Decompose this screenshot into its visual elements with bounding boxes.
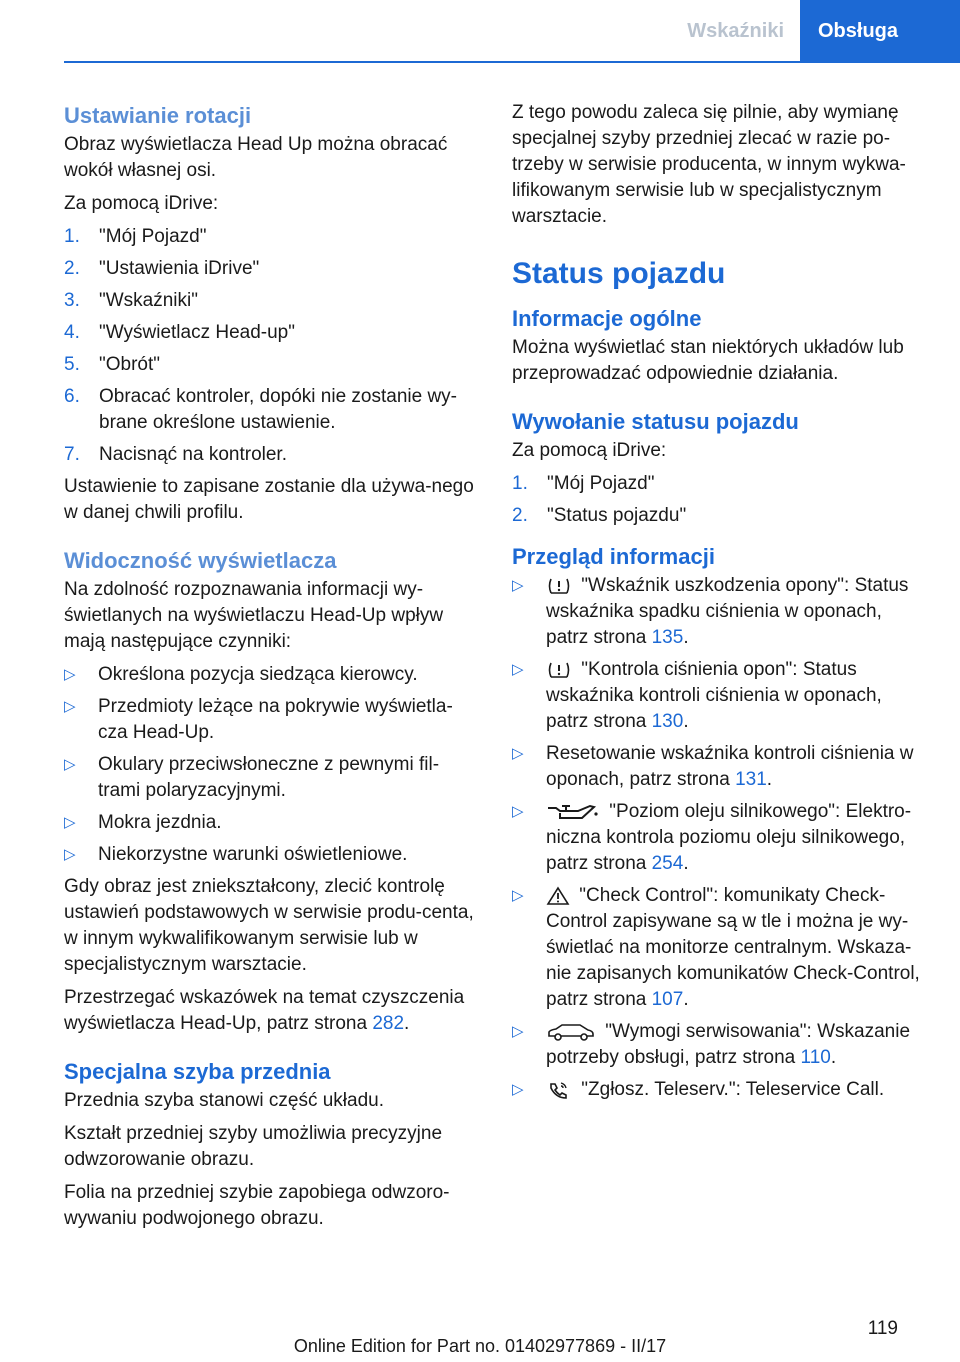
step-number: 3. (64, 290, 80, 311)
heading-windscreen: Specjalna szyba przednia (64, 1059, 331, 1084)
overview-end: . (683, 711, 689, 732)
overview-end: . (683, 989, 689, 1010)
overview-end: . (683, 627, 689, 648)
step-number: 7. (64, 444, 80, 465)
paragraph-distort: Gdy obraz jest zniekształcony, zlecić kontrolę ustawień podstawowych w serwisie produ-centa, w innym wykwalifikowanym serwisie lub w specjalistycznym warsztacie. (64, 876, 474, 975)
overview-end: . (830, 1047, 837, 1068)
edition-footer: Online Edition for Part no. 01402977869 - II/17 (293, 1336, 667, 1356)
paragraph-ws2: Kształt przedniej szyby umożliwia precyzyjne odwzorowanie obrazu. (64, 1123, 443, 1170)
list-item (512, 503, 928, 529)
tire-pressure-icon (546, 660, 572, 680)
bullet-triangle-icon: ▷ (512, 1023, 524, 1040)
paragraph-idrive-right: Za pomocą iDrive: (512, 440, 667, 461)
paragraph-visibility: Na zdolność rozpoznawania informacji wy-świetlanych na wyświetlaczu Head-Up wpływ mają następujące czynniki: (64, 579, 444, 652)
step-text: "Mój Pojazd" (99, 226, 207, 247)
overview-end: . (766, 769, 773, 790)
bullet-triangle-icon: ▷ (64, 846, 76, 863)
status-steps (512, 471, 928, 529)
teleservice-icon (546, 1080, 572, 1100)
list-item (64, 256, 480, 282)
bullet-triangle-icon: ▷ (512, 661, 524, 678)
list-item (64, 288, 480, 314)
step-number: 2. (512, 505, 528, 526)
page-link-254[interactable]: 254 (651, 853, 684, 874)
list-item (512, 799, 928, 877)
heading-call-status: Wywołanie statusu pojazdu (512, 409, 799, 434)
list-item (64, 352, 480, 378)
left-column (64, 100, 480, 1239)
bullet-triangle-icon: ▷ (64, 756, 76, 773)
step-text: "Wskaźniki" (99, 290, 198, 311)
overview-text: "Wymogi serwisowania": Wskazanie potrzeby obsługi, patrz strona (546, 1021, 911, 1068)
step-number: 1. (64, 226, 80, 247)
page-link-130[interactable]: 130 (651, 711, 684, 732)
overview-list (512, 573, 928, 1103)
step-text: "Status pojazdu" (547, 505, 687, 526)
step-number: 4. (64, 322, 80, 343)
list-item (512, 657, 928, 735)
service-car-icon (546, 1022, 596, 1042)
step-text: "Wyświetlacz Head-up" (99, 322, 295, 343)
list-item (512, 471, 928, 497)
list-item (64, 384, 480, 436)
list-item (64, 442, 480, 468)
page-header (671, 0, 960, 62)
bullet-triangle-icon: ▷ (64, 666, 76, 683)
step-text: "Ustawienia iDrive" (99, 258, 260, 279)
heading-status: Status pojazdu (512, 257, 726, 290)
factor-text: Niekorzystne warunki oświetleniowe. (98, 844, 408, 865)
paragraph-saved: Ustawienie to zapisane zostanie dla używa-nego w danej chwili profilu. (64, 476, 474, 523)
paragraph-continued: Z tego powodu zaleca się pilnie, aby wymianę specjalnej szyby przedniej zlecać w razie po-trzeby w serwisie producenta, w innym wykwa-lifikowanym serwisie lub w specjalistycznym warsztacie. (512, 102, 906, 227)
bullet-triangle-icon: ▷ (64, 814, 76, 831)
step-text: Obracać kontroler, dopóki nie zostanie wy-brane określone ustawienie. (99, 386, 458, 433)
overview-text: "Poziom oleju silnikowego": Elektro-niczna kontrola poziomu oleju silnikowego, patrz strona (546, 801, 912, 874)
step-text: "Obrót" (99, 354, 161, 375)
bullet-triangle-icon: ▷ (512, 1081, 524, 1098)
heading-general: Informacje ogólne (512, 306, 702, 331)
page-link-282[interactable]: 282 (372, 1013, 405, 1034)
bullet-triangle-icon: ▷ (512, 745, 524, 762)
overview-text: "Wskaźnik uszkodzenia opony": Status wskaźnika spadku ciśnienia w oponach, patrz strona (546, 575, 909, 648)
step-number: 1. (512, 473, 528, 494)
right-column (512, 100, 928, 1109)
overview-text: "Check Control": komunikaty Check-Control zapisywane są w tle i można je wy-świetlać na monitorze centralnym. Wskaza-nie zapisanych komunikatów Check-Control, patrz strona (546, 885, 920, 1010)
list-item (64, 694, 480, 746)
list-item (512, 741, 928, 793)
paragraph-idrive: Za pomocą iDrive: (64, 193, 219, 214)
heading-visibility: Widoczność wyświetlacza (64, 548, 337, 573)
bullet-triangle-icon: ▷ (512, 803, 524, 820)
overview-text: Resetowanie wskaźnika kontroli ciśnienia w oponach, patrz strona (546, 743, 914, 790)
page-link-110[interactable]: 110 (800, 1047, 831, 1068)
bullet-triangle-icon: ▷ (512, 887, 524, 904)
list-item (64, 810, 480, 836)
overview-text: "Zgłosz. Teleserv.": Teleservice Call. (581, 1079, 885, 1100)
heading-rotation: Ustawianie rotacji (64, 103, 252, 128)
list-item (512, 883, 928, 1013)
step-number: 2. (64, 258, 80, 279)
paragraph-ws1: Przednia szyba stanowi część układu. (64, 1090, 384, 1111)
clean-end: . (404, 1013, 410, 1034)
paragraph-clean (64, 985, 480, 1037)
visibility-factors (64, 662, 480, 868)
list-item (512, 573, 928, 651)
factor-text: Określona pozycja siedząca kierowcy. (98, 664, 418, 685)
bullet-triangle-icon: ▷ (512, 577, 524, 594)
oil-can-icon (546, 802, 600, 822)
factor-text: Przedmioty leżące na pokrywie wyświetla-cza Head-Up. (98, 696, 453, 743)
factor-text: Mokra jezdnia. (98, 812, 222, 833)
heading-overview: Przegląd informacji (512, 544, 715, 569)
paragraph-rotation: Obraz wyświetlacza Head Up można obracać wokół własnej osi. (64, 134, 448, 181)
tab-wskazniki[interactable]: Wskaźniki (671, 0, 800, 62)
page-link-107[interactable]: 107 (651, 989, 684, 1010)
header-divider (64, 61, 960, 63)
step-text: "Mój Pojazd" (547, 473, 655, 494)
paragraph-general: Można wyświetlać stan niektórych układów lub przeprowadzać odpowiednie działania. (512, 337, 904, 384)
clean-text: Przestrzegać wskazówek na temat czyszczenia wyświetlacza Head-Up, patrz strona (64, 987, 465, 1034)
page-link-131[interactable]: 131 (735, 769, 767, 790)
bullet-triangle-icon: ▷ (64, 698, 76, 715)
list-item (512, 1019, 928, 1071)
step-number: 6. (64, 386, 80, 407)
list-item (64, 224, 480, 250)
list-item (64, 842, 480, 868)
step-number: 5. (64, 354, 80, 375)
warning-triangle-icon (546, 886, 570, 906)
step-text: Nacisnąć na kontroler. (99, 444, 287, 465)
paragraph-ws3: Folia na przedniej szybie zapobiega odwzoro-wywaniu podwojonego obrazu. (64, 1182, 450, 1229)
rotation-steps (64, 224, 480, 468)
list-item (512, 1077, 928, 1103)
page-link-135[interactable]: 135 (651, 627, 684, 648)
overview-text: "Kontrola ciśnienia opon": Status wskaźnika kontroli ciśnienia w oponach, patrz strona (546, 659, 882, 732)
tire-warning-icon (546, 576, 572, 596)
list-item (64, 320, 480, 346)
page-number: 119 (867, 1318, 898, 1339)
factor-text: Okulary przeciwsłoneczne z pewnymi fil-trami polaryzacyjnymi. (98, 754, 440, 801)
list-item (64, 752, 480, 804)
list-item (64, 662, 480, 688)
overview-end: . (683, 853, 689, 874)
tab-obsluga[interactable]: Obsługa (800, 0, 960, 62)
